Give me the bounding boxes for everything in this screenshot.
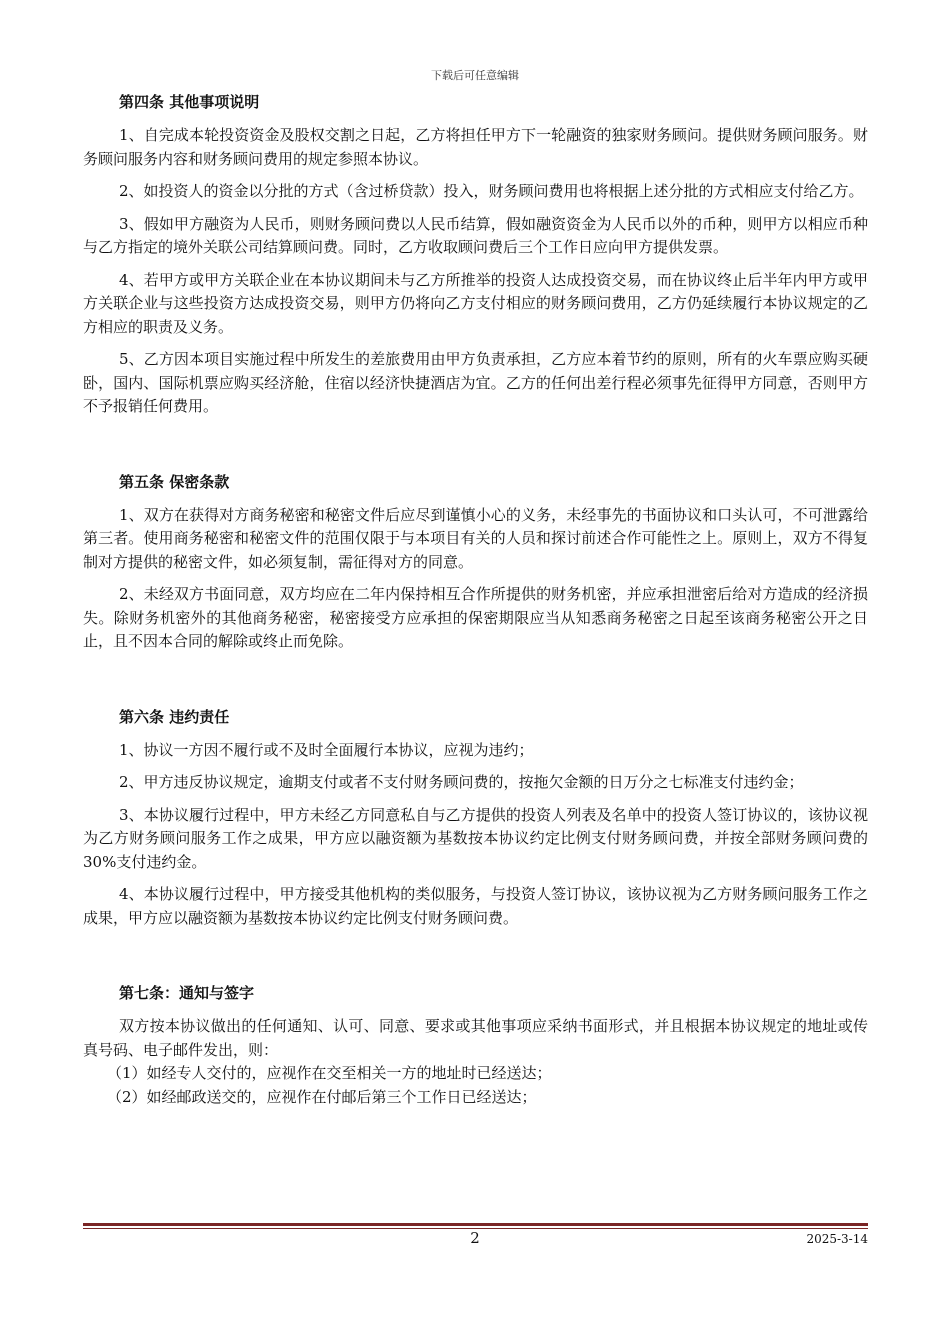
section-5-paragraph-2: 2、未经双方书面同意，双方均应在二年内保持相互合作所提供的财务机密，并应承担泄密后给对方造成的经济损失。除财务机密外的其他商务秘密，秘密接受方应承担的保密期限应当从知悉商务秘密之日起至该商务秘密公开之日止，且不因本合同的解除或终止而免除。 — [83, 585, 868, 650]
section-6-paragraph-2: 2、甲方违反协议规定，逾期支付或者不支付财务顾问费的，按拖欠金额的日万分之七标准支付违约金； — [119, 773, 804, 791]
section-6-title: 第六条 违约责任 — [119, 707, 230, 726]
footer-divider-thick — [83, 1223, 868, 1226]
section-6 — [83, 707, 868, 931]
section-5-paragraph-1: 1、双方在获得对方商务秘密和秘密文件后应尽到谨慎小心的义务，未经事先的书面协议和口头认可，不可泄露给第三者。使用商务秘密和秘密文件的范围仅限于与本项目有关的人员和探讨前述合作可能性之上。原则上，双方不得复制对方提供的秘密文件，如必须复制，需征得对方的同意。 — [83, 505, 868, 571]
section-4-title: 第四条 其他事项说明 — [119, 93, 260, 111]
section-6-paragraph-1: 1、协议一方因不履行或不及时全面履行本协议，应视为违约； — [119, 740, 534, 759]
section-6-paragraph-3: 3、本协议履行过程中，甲方未经乙方同意私自与乙方提供的投资人列表及名单中的投资人签订协议的，该协议视为乙方财务顾问服务工作之成果，甲方应以融资额为基数按本协议约定比例支付财务顾问费，并按全部财务顾问费的30%支付违约金。 — [83, 805, 868, 871]
page-number: 2 — [470, 1229, 480, 1247]
section-5-title: 第五条 保密条款 — [119, 472, 230, 491]
section-7 — [83, 983, 868, 1109]
section-spacer — [83, 663, 868, 707]
section-6-paragraph-4: 4、本协议履行过程中，甲方接受其他机构的类似服务，与投资人签订协议，该协议视为乙方财务顾问服务工作之成果，甲方应以融资额为基数按本协议约定比例支付财务顾问费。 — [83, 885, 868, 927]
section-4 — [83, 92, 868, 419]
page-header-note: 下载后可任意编辑 — [431, 69, 519, 82]
section-7-paragraph-1: 双方按本协议做出的任何通知、认可、同意、要求或其他事项应采纳书面形式，并且根据本协议规定的地址或传真号码、电子邮件发出，则： — [83, 1017, 868, 1059]
section-4-paragraph-1: 1、自完成本轮投资资金及股权交割之日起，乙方将担任甲方下一轮融资的独家财务顾问。提供财务顾问服务。财务顾问服务内容和财务顾问费用的规定参照本协议。 — [83, 126, 868, 168]
section-7-list-item-1: （1）如经专人交付的，应视作在交至相关一方的地址时已经送达； — [107, 1064, 552, 1082]
section-spacer — [83, 939, 868, 983]
section-4-paragraph-2: 2、如投资人的资金以分批的方式（含过桥贷款）投入，财务顾问费用也将根据上述分批的方式相应支付给乙方。 — [119, 182, 864, 200]
section-4-paragraph-4: 4、若甲方或甲方关联企业在本协议期间未与乙方所推举的投资人达成投资交易，而在协议终止后半年内甲方或甲方关联企业与这些投资方达成投资交易，则甲方仍将向乙方支付相应的财务顾问费用，乙方仍延续履行本协议规定的乙方相应的职责及义务。 — [83, 270, 868, 336]
footer-date: 2025-3-14 — [806, 1232, 868, 1246]
section-4-paragraph-5: 5、乙方因本项目实施过程中所发生的差旅费用由甲方负责承担，乙方应本着节约的原则，所有的火车票应购买硬卧，国内、国际机票应购买经济舱，住宿以经济快捷酒店为宜。乙方的任何出差行程必须事先征得甲方同意，否则甲方不予报销任何费用。 — [83, 350, 868, 415]
section-spacer — [83, 428, 868, 472]
document-body — [83, 92, 868, 1109]
section-7-list-item-2: （2）如经邮政送交的，应视作在付邮后第三个工作日已经送达； — [107, 1087, 537, 1106]
section-5 — [83, 472, 868, 654]
section-4-paragraph-3: 3、假如甲方融资为人民币，则财务顾问费以人民币结算，假如融资资金为人民币以外的币种，则甲方以相应币种与乙方指定的境外关联公司结算顾问费。同时，乙方收取顾问费后三个工作日应向甲方提供发票。 — [83, 214, 868, 256]
section-7-title: 第七条：通知与签字 — [119, 984, 255, 1002]
